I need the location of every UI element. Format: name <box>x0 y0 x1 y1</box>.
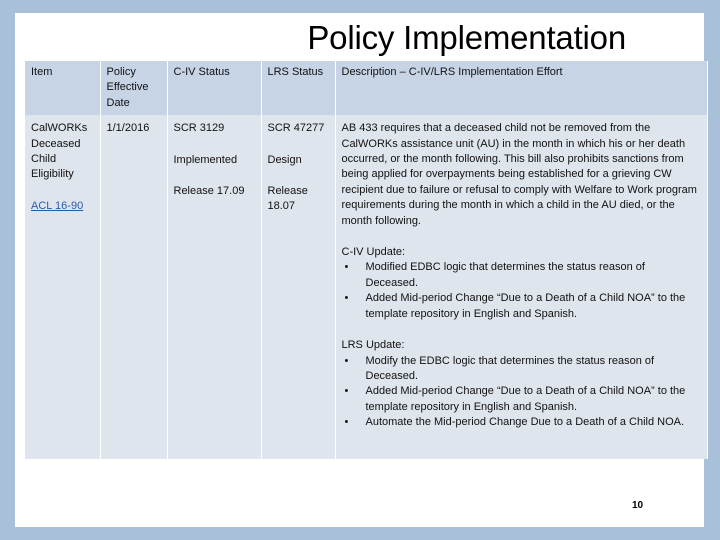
lrs-scr: SCR 47277 <box>267 122 325 135</box>
list-item: • Added Mid-period Change “Due to a Death of a Child NOA” to the template repository in English and Spanish. <box>342 384 701 415</box>
lrs-state: Design <box>267 153 302 166</box>
civ-scr: SCR 3129 <box>173 122 225 135</box>
page-number: 10 <box>632 500 644 511</box>
list-item: • Added Mid-period Change “Due to a Death of a Child NOA” to the template repository in English and Spanish. <box>342 291 701 322</box>
description-intro: AB 433 requires that a deceased child not be removed from the CalWORKs assistance unit (AU) in the month in which his or her death occurred, or the month following. This bill also prohibits sanctions from being applied for overpayments being established for a grieving CW recipient due to failure or refusal to comply with Welfare to Work program requirements during the month in which a child in the AU died, or the month following. <box>341 122 697 227</box>
table-header-row <box>25 61 707 115</box>
header-item: Item <box>25 61 100 115</box>
cell-civ-status <box>167 115 261 459</box>
header-description: Description – C-IV/LRS Implementation Effort <box>335 61 707 115</box>
policy-table <box>25 61 708 459</box>
list-item: • Automate the Mid-period Change Due to a Death of a Child NOA. <box>342 415 701 430</box>
page-title: Policy Implementation <box>307 19 626 56</box>
civ-update-heading: C-IV Update: <box>341 246 406 259</box>
acl-link[interactable]: ACL 16-90 <box>31 199 84 212</box>
header-effective-date: Policy Effective Date <box>100 61 167 115</box>
civ-state: Implemented <box>173 153 238 166</box>
list-item: • Modify the EDBC logic that determines the status reason of Deceased. <box>342 354 701 385</box>
cell-effective-date <box>100 115 167 459</box>
list-item: • Modified EDBC logic that determines the status reason of Deceased. <box>342 260 701 291</box>
header-civ-status: C-IV Status <box>167 61 261 115</box>
cell-item <box>25 115 100 459</box>
civ-update-list <box>342 260 701 322</box>
item-name: CalWORKs Deceased Child Eligibility <box>31 122 88 181</box>
slide <box>15 13 704 527</box>
cell-description <box>335 115 707 459</box>
effective-date: 1/1/2016 <box>106 122 150 135</box>
lrs-release: Release 18.07 <box>267 185 308 213</box>
table-row <box>25 115 707 459</box>
civ-release: Release 17.09 <box>173 185 245 198</box>
header-lrs-status: LRS Status <box>261 61 335 115</box>
lrs-update-list <box>342 354 701 431</box>
lrs-update-heading: LRS Update: <box>341 339 405 352</box>
cell-lrs-status <box>261 115 335 459</box>
